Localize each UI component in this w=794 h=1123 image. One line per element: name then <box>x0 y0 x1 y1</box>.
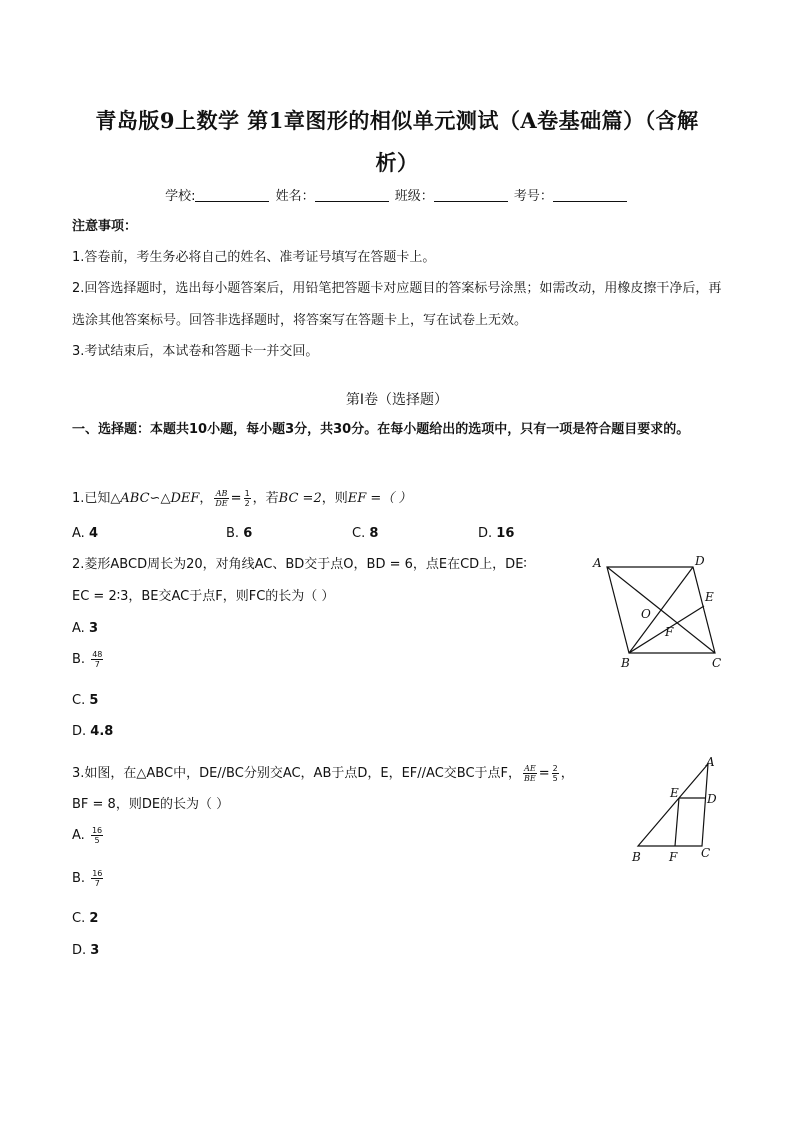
q2-option-d[interactable]: D. 4.8 <box>72 724 114 739</box>
q1-bc: BC =2 <box>278 491 322 506</box>
q1-fraction: $\frac{AB}{DE}$ <box>215 489 228 508</box>
triangle-outline <box>638 764 708 846</box>
q3-option-d[interactable]: D. 3 <box>72 943 100 958</box>
question-1: 1.已知△ABC∽△DEF， $\frac{AB}{DE}$ = $\frac{1}{2}$ ，若BC =2，则EF =（ ） <box>72 489 412 508</box>
label-d: D <box>707 792 717 806</box>
q1-option-c[interactable]: C. 8 <box>352 526 379 541</box>
school-blank[interactable] <box>195 189 269 202</box>
notice-item-1: 1.答卷前，考生务必将自己的姓名、准考证号填写在答题卡上。 <box>72 250 436 265</box>
class-blank[interactable] <box>434 189 508 202</box>
q1-similar: △ABC∽△DEF <box>110 491 200 506</box>
q1-cond: ，若 <box>252 491 279 506</box>
question-2-line2: EC = 2∶3，BE交AC于点F，则FC的长为（ ） <box>72 589 335 604</box>
notice-item-2: 2.回答选择题时，选出每小题答案后，用铅笔把答题卡对应题目的答案标号涂黑；如需改动，用橡皮擦干净后，再选涂其他答案标号。回答非选择题时，将答案写在答题卡上，写在试卷上无效。 <box>72 281 722 328</box>
label-b: B <box>621 656 630 670</box>
q2-option-b[interactable]: B. $\frac{48}{7}$ <box>72 650 103 669</box>
q1-option-d[interactable]: D. 16 <box>478 526 515 541</box>
q1-option-a[interactable]: A. 4 <box>72 526 98 541</box>
number-blank[interactable] <box>553 189 627 202</box>
q1-ratio: $\frac{1}{2}$ <box>244 489 250 508</box>
school-label: 学校: <box>165 189 196 204</box>
question-3: 3.如图，在△ABC中，DE//BC分别交AC，AB于点D，E，EF//AC交BC于点F， $\frac{AE}{BE}$ = $\frac{2}{5}$ ， <box>72 764 574 783</box>
notice-item-3: 3.考试结束后，本试卷和答题卡一并交回。 <box>72 344 319 359</box>
q2-rhombus-figure <box>585 550 735 675</box>
label-a: A <box>706 755 715 769</box>
section-instruction: 一、选择题：本题共10小题，每小题3分，共30分。在每小题给出的选项中，只有一项是符合题目要求的。 <box>72 422 690 437</box>
label-a: A <box>593 556 602 570</box>
segment-ef <box>675 798 679 846</box>
label-e: E <box>705 590 714 604</box>
q1-ef: EF =（ ） <box>347 491 412 506</box>
label-c: C <box>712 656 722 670</box>
question-2: 2.菱形ABCD周长为20，对角线AC、BD交于点O，BD = 6，点E在CD上，DE∶ <box>72 557 527 572</box>
diagonal-bd <box>629 567 693 653</box>
label-d: D <box>695 554 705 568</box>
student-info-line <box>0 185 794 204</box>
q1-equals: = <box>230 491 242 506</box>
q3-option-b[interactable]: B. $\frac{16}{7}$ <box>72 869 103 888</box>
q1-text: 已知 <box>84 491 111 506</box>
question-3-line2: BF = 8，则DE的长为（ ） <box>72 797 230 812</box>
label-b: B <box>632 850 641 864</box>
question-number: 1. <box>72 491 85 506</box>
label-o: O <box>641 607 651 621</box>
name-blank[interactable] <box>315 189 389 202</box>
page-title: 青岛版9上数学 第1章图形的相似单元测试（A卷基础篇）（含解析） <box>95 108 699 175</box>
section-title: 第I卷（选择题） <box>345 392 449 408</box>
notice-heading: 注意事项： <box>72 219 138 234</box>
q3-option-c[interactable]: C. 2 <box>72 911 99 926</box>
label-e: E <box>670 786 679 800</box>
label-f: F <box>669 850 678 864</box>
q1-ask: ，则 <box>321 491 348 506</box>
q3-triangle-figure <box>625 752 735 867</box>
class-label: 班级： <box>394 189 434 204</box>
q2-option-c[interactable]: C. 5 <box>72 693 99 708</box>
label-c: C <box>701 846 711 860</box>
name-label: 姓名： <box>275 189 315 204</box>
number-label: 考号： <box>513 189 553 204</box>
label-f: F <box>665 625 674 639</box>
q1-option-b[interactable]: B. 6 <box>226 526 253 541</box>
q3-option-a[interactable]: A. $\frac{16}{5}$ <box>72 826 103 845</box>
q2-option-a[interactable]: A. 3 <box>72 621 98 636</box>
